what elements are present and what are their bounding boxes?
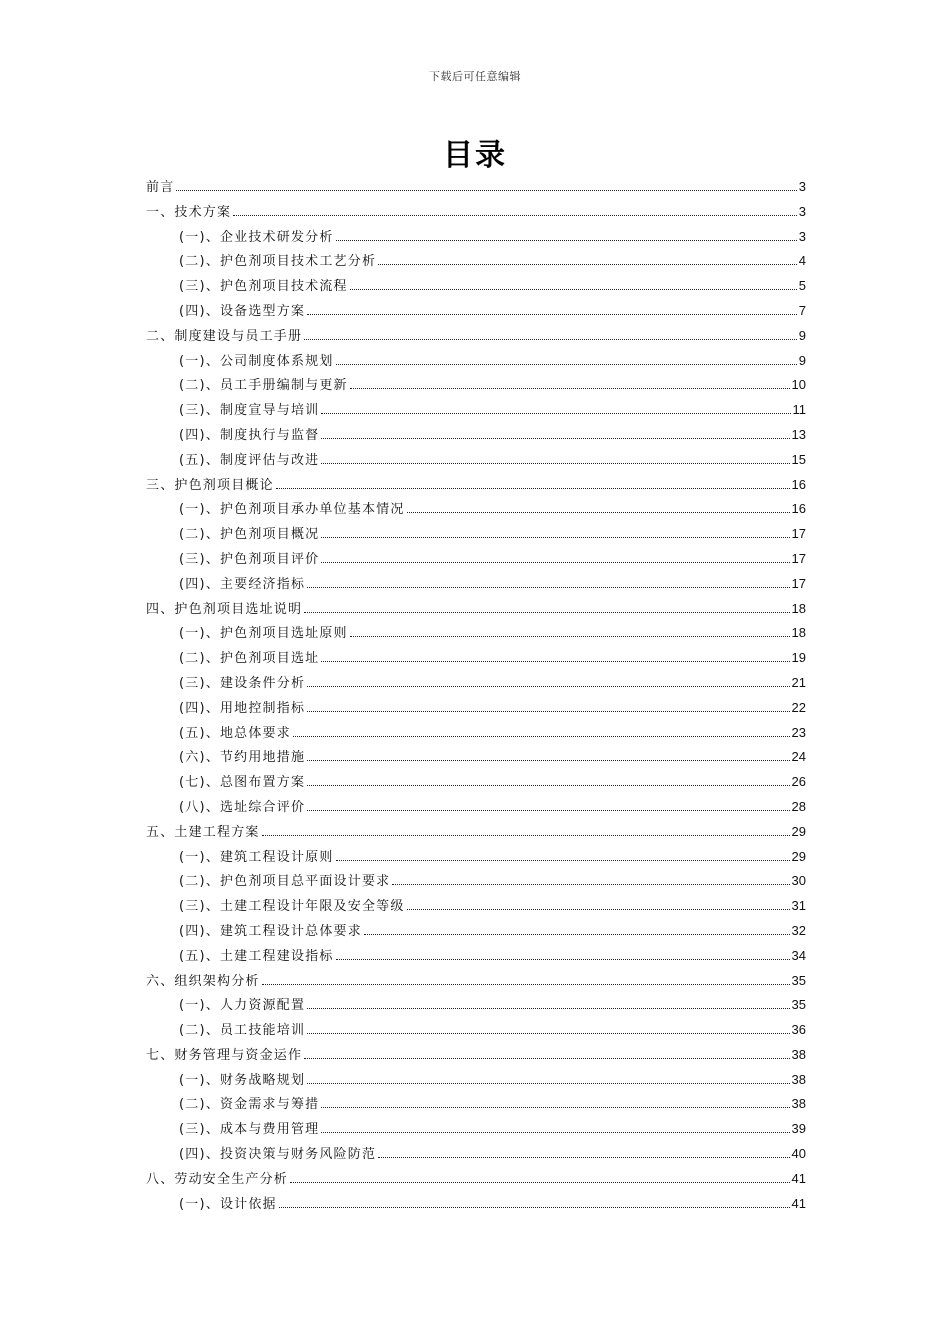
toc-entry-label: 前言 [146,180,175,195]
toc-entry-label: (二)、护色剂项目技术工艺分析 [179,254,377,270]
toc-page-number: 38 [791,1046,806,1062]
toc-dot-leader [336,860,790,861]
toc-dot-leader [279,1207,790,1208]
toc-entry-label: (三)、建设条件分析 [179,675,306,691]
toc-page-number: 30 [791,873,806,889]
toc-entry-label: 三、护色剂项目概论 [146,477,274,493]
toc-page-number: 16 [791,501,806,517]
toc-page-number: 32 [791,922,806,938]
toc-page-number: 18 [791,625,806,641]
toc-chapter-entry[interactable] [146,969,806,994]
toc-page-number: 17 [791,550,806,566]
toc-section-entry[interactable] [146,770,806,795]
toc-entry-label: 六、组织架构分析 [146,973,260,989]
toc-entry-label: (二)、资金需求与筹措 [179,1097,320,1113]
toc-entry-label: (四)、制度执行与监督 [179,427,320,443]
toc-section-entry[interactable] [146,423,806,448]
toc-entry-label: 一、技术方案 [146,204,232,220]
toc-dot-leader [304,339,797,340]
toc-entry-label: (五)、地总体要求 [179,725,291,741]
toc-section-entry[interactable] [146,646,806,671]
toc-entry-label: (一)、建筑工程设计原则 [179,849,334,865]
toc-section-entry[interactable] [146,1117,806,1142]
toc-dot-leader [293,736,790,737]
toc-page-number: 18 [791,600,806,616]
toc-page-number: 24 [791,749,806,765]
toc-section-entry[interactable] [146,1192,806,1217]
toc-chapter-entry[interactable] [146,1043,806,1068]
toc-section-entry[interactable] [146,547,806,572]
toc-page-number: 17 [791,575,806,591]
toc-dot-leader [407,909,790,910]
toc-page-number: 36 [791,1022,806,1038]
toc-page-number: 29 [791,823,806,839]
toc-dot-leader [336,240,797,241]
toc-entry-label: (四)、设备选型方案 [179,303,306,319]
toc-section-entry[interactable] [146,373,806,398]
toc-page-number: 40 [791,1146,806,1162]
toc-page-number: 13 [791,426,806,442]
toc-entry-label: (二)、员工手册编制与更新 [179,378,348,394]
toc-page-number: 3 [798,228,806,244]
toc-section-entry[interactable] [146,1142,806,1167]
toc-dot-leader [392,884,789,885]
toc-page-number: 9 [798,352,806,368]
toc-entry-label: (三)、土建工程设计年限及安全等级 [179,899,405,915]
toc-page-number: 21 [791,674,806,690]
toc-page-number: 17 [791,526,806,542]
toc-entry-label: 二、制度建设与员工手册 [146,328,303,344]
toc-entry-label: (八)、选址综合评价 [179,799,306,815]
toc-page-number: 26 [791,774,806,790]
toc-chapter-entry[interactable] [146,175,806,200]
toc-page-number: 41 [791,1195,806,1211]
toc-page-number: 11 [792,402,806,418]
toc-dot-leader [336,364,797,365]
toc-entry-label: (三)、制度宣导与培训 [179,403,320,419]
toc-page-number: 5 [798,278,806,294]
toc-dot-leader [307,686,789,687]
toc-entry-label: (三)、护色剂项目技术流程 [179,279,348,295]
toc-entry-label: (三)、护色剂项目评价 [179,551,320,567]
toc-section-entry[interactable] [146,721,806,746]
toc-entry-label: 七、财务管理与资金运作 [146,1047,303,1063]
toc-dot-leader [378,264,797,265]
toc-dot-leader [307,587,789,588]
toc-section-entry[interactable] [146,572,806,597]
toc-page-number: 38 [791,1071,806,1087]
toc-page-number: 4 [798,253,806,269]
toc-section-entry[interactable] [146,274,806,299]
toc-dot-leader [336,959,790,960]
toc-dot-leader [176,190,796,191]
toc-section-entry[interactable] [146,696,806,721]
toc-page-number: 35 [791,972,806,988]
toc-section-entry[interactable] [146,671,806,696]
toc-page-number: 28 [791,798,806,814]
toc-entry-label: (一)、护色剂项目选址原则 [179,626,348,642]
toc-section-entry[interactable] [146,745,806,770]
toc-page-number: 22 [791,699,806,715]
toc-dot-leader [262,984,790,985]
toc-dot-leader [262,835,790,836]
toc-page-number: 9 [798,327,806,343]
toc-dot-leader [321,1107,789,1108]
toc-dot-leader [307,711,789,712]
toc-dot-leader [321,562,789,563]
toc-chapter-entry[interactable] [146,473,806,498]
toc-chapter-entry[interactable] [146,1167,806,1192]
toc-chapter-entry[interactable] [146,200,806,225]
toc-dot-leader [307,1008,789,1009]
toc-dot-leader [307,314,797,315]
toc-dot-leader [321,1132,789,1133]
toc-dot-leader [304,1058,789,1059]
toc-entry-label: 四、护色剂项目选址说明 [146,601,303,617]
toc-page-number: 35 [791,997,806,1013]
toc-dot-leader [364,934,790,935]
toc-entry-label: (一)、人力资源配置 [179,998,306,1014]
toc-chapter-entry[interactable] [146,597,806,622]
toc-entry-label: (四)、主要经济指标 [179,576,306,592]
toc-section-entry[interactable] [146,894,806,919]
toc-dot-leader [321,413,790,414]
toc-section-entry[interactable] [146,1092,806,1117]
toc-page-number: 19 [791,650,806,666]
toc-section-entry[interactable] [146,919,806,944]
toc-dot-leader [307,810,789,811]
toc-section-entry[interactable] [146,448,806,473]
toc-section-entry[interactable] [146,522,806,547]
toc-page-number: 23 [791,724,806,740]
toc-dot-leader [321,537,789,538]
toc-page-number: 3 [798,203,806,219]
toc-entry-label: (一)、设计依据 [179,1196,277,1212]
toc-entry-label: (二)、护色剂项目选址 [179,651,320,667]
toc-dot-leader [407,512,790,513]
toc-page-number: 38 [791,1096,806,1112]
toc-entry-label: (一)、护色剂项目承办单位基本情况 [179,502,405,518]
page-title: 目录 [443,138,507,173]
toc-entry-label: (一)、财务战略规划 [179,1072,306,1088]
toc-section-entry[interactable] [146,225,806,250]
toc-dot-leader [307,1033,789,1034]
toc-page-number: 15 [791,451,806,467]
toc-section-entry[interactable] [146,497,806,522]
toc-dot-leader [276,488,790,489]
toc-dot-leader [290,1182,790,1183]
toc-section-entry[interactable] [146,1018,806,1043]
toc-section-entry[interactable] [146,869,806,894]
toc-entry-label: (三)、成本与费用管理 [179,1122,320,1138]
toc-dot-leader [350,636,790,637]
toc-page-number: 41 [791,1170,806,1186]
toc-page-number: 29 [791,848,806,864]
toc-entry-label: (五)、土建工程建设指标 [179,948,334,964]
toc-dot-leader [321,438,789,439]
toc-section-entry[interactable] [146,795,806,820]
toc-entry-label: (七)、总图布置方案 [179,775,306,791]
toc-page-number: 39 [791,1121,806,1137]
toc-entry-label: 八、劳动安全生产分析 [146,1171,289,1187]
table-of-contents [146,175,806,1216]
toc-page-number: 16 [791,476,806,492]
toc-entry-label: (二)、员工技能培训 [179,1023,306,1039]
header-note: 下载后可任意编辑 [429,70,521,83]
toc-dot-leader [378,1157,789,1158]
toc-entry-label: 五、土建工程方案 [146,824,260,840]
toc-dot-leader [307,1083,789,1084]
toc-section-entry[interactable] [146,349,806,374]
toc-page-number: 3 [798,179,806,194]
toc-page-number: 34 [791,947,806,963]
toc-entry-label: (四)、用地控制指标 [179,700,306,716]
toc-entry-label: (六)、节约用地措施 [179,750,306,766]
toc-entry-label: (五)、制度评估与改进 [179,452,320,468]
toc-entry-label: (二)、护色剂项目概况 [179,527,320,543]
toc-dot-leader [233,215,797,216]
toc-entry-label: (二)、护色剂项目总平面设计要求 [179,874,391,890]
toc-dot-leader [304,612,789,613]
toc-section-entry[interactable] [146,993,806,1018]
toc-page-number: 10 [791,377,806,393]
toc-section-entry[interactable] [146,299,806,324]
toc-section-entry[interactable] [146,845,806,870]
toc-dot-leader [321,661,789,662]
toc-dot-leader [307,785,789,786]
toc-section-entry[interactable] [146,398,806,423]
toc-dot-leader [307,760,789,761]
toc-dot-leader [350,388,790,389]
toc-dot-leader [350,289,797,290]
toc-dot-leader [321,463,789,464]
toc-entry-label: (一)、企业技术研发分析 [179,229,334,245]
toc-section-entry[interactable] [146,944,806,969]
toc-chapter-entry[interactable] [146,820,806,845]
toc-section-entry[interactable] [146,249,806,274]
toc-entry-label: (四)、建筑工程设计总体要求 [179,923,362,939]
toc-section-entry[interactable] [146,1068,806,1093]
toc-page-number: 7 [798,302,806,318]
toc-chapter-entry[interactable] [146,324,806,349]
toc-entry-label: (四)、投资决策与财务风险防范 [179,1147,377,1163]
toc-page-number: 31 [791,898,806,914]
toc-entry-label: (一)、公司制度体系规划 [179,353,334,369]
toc-section-entry[interactable] [146,621,806,646]
